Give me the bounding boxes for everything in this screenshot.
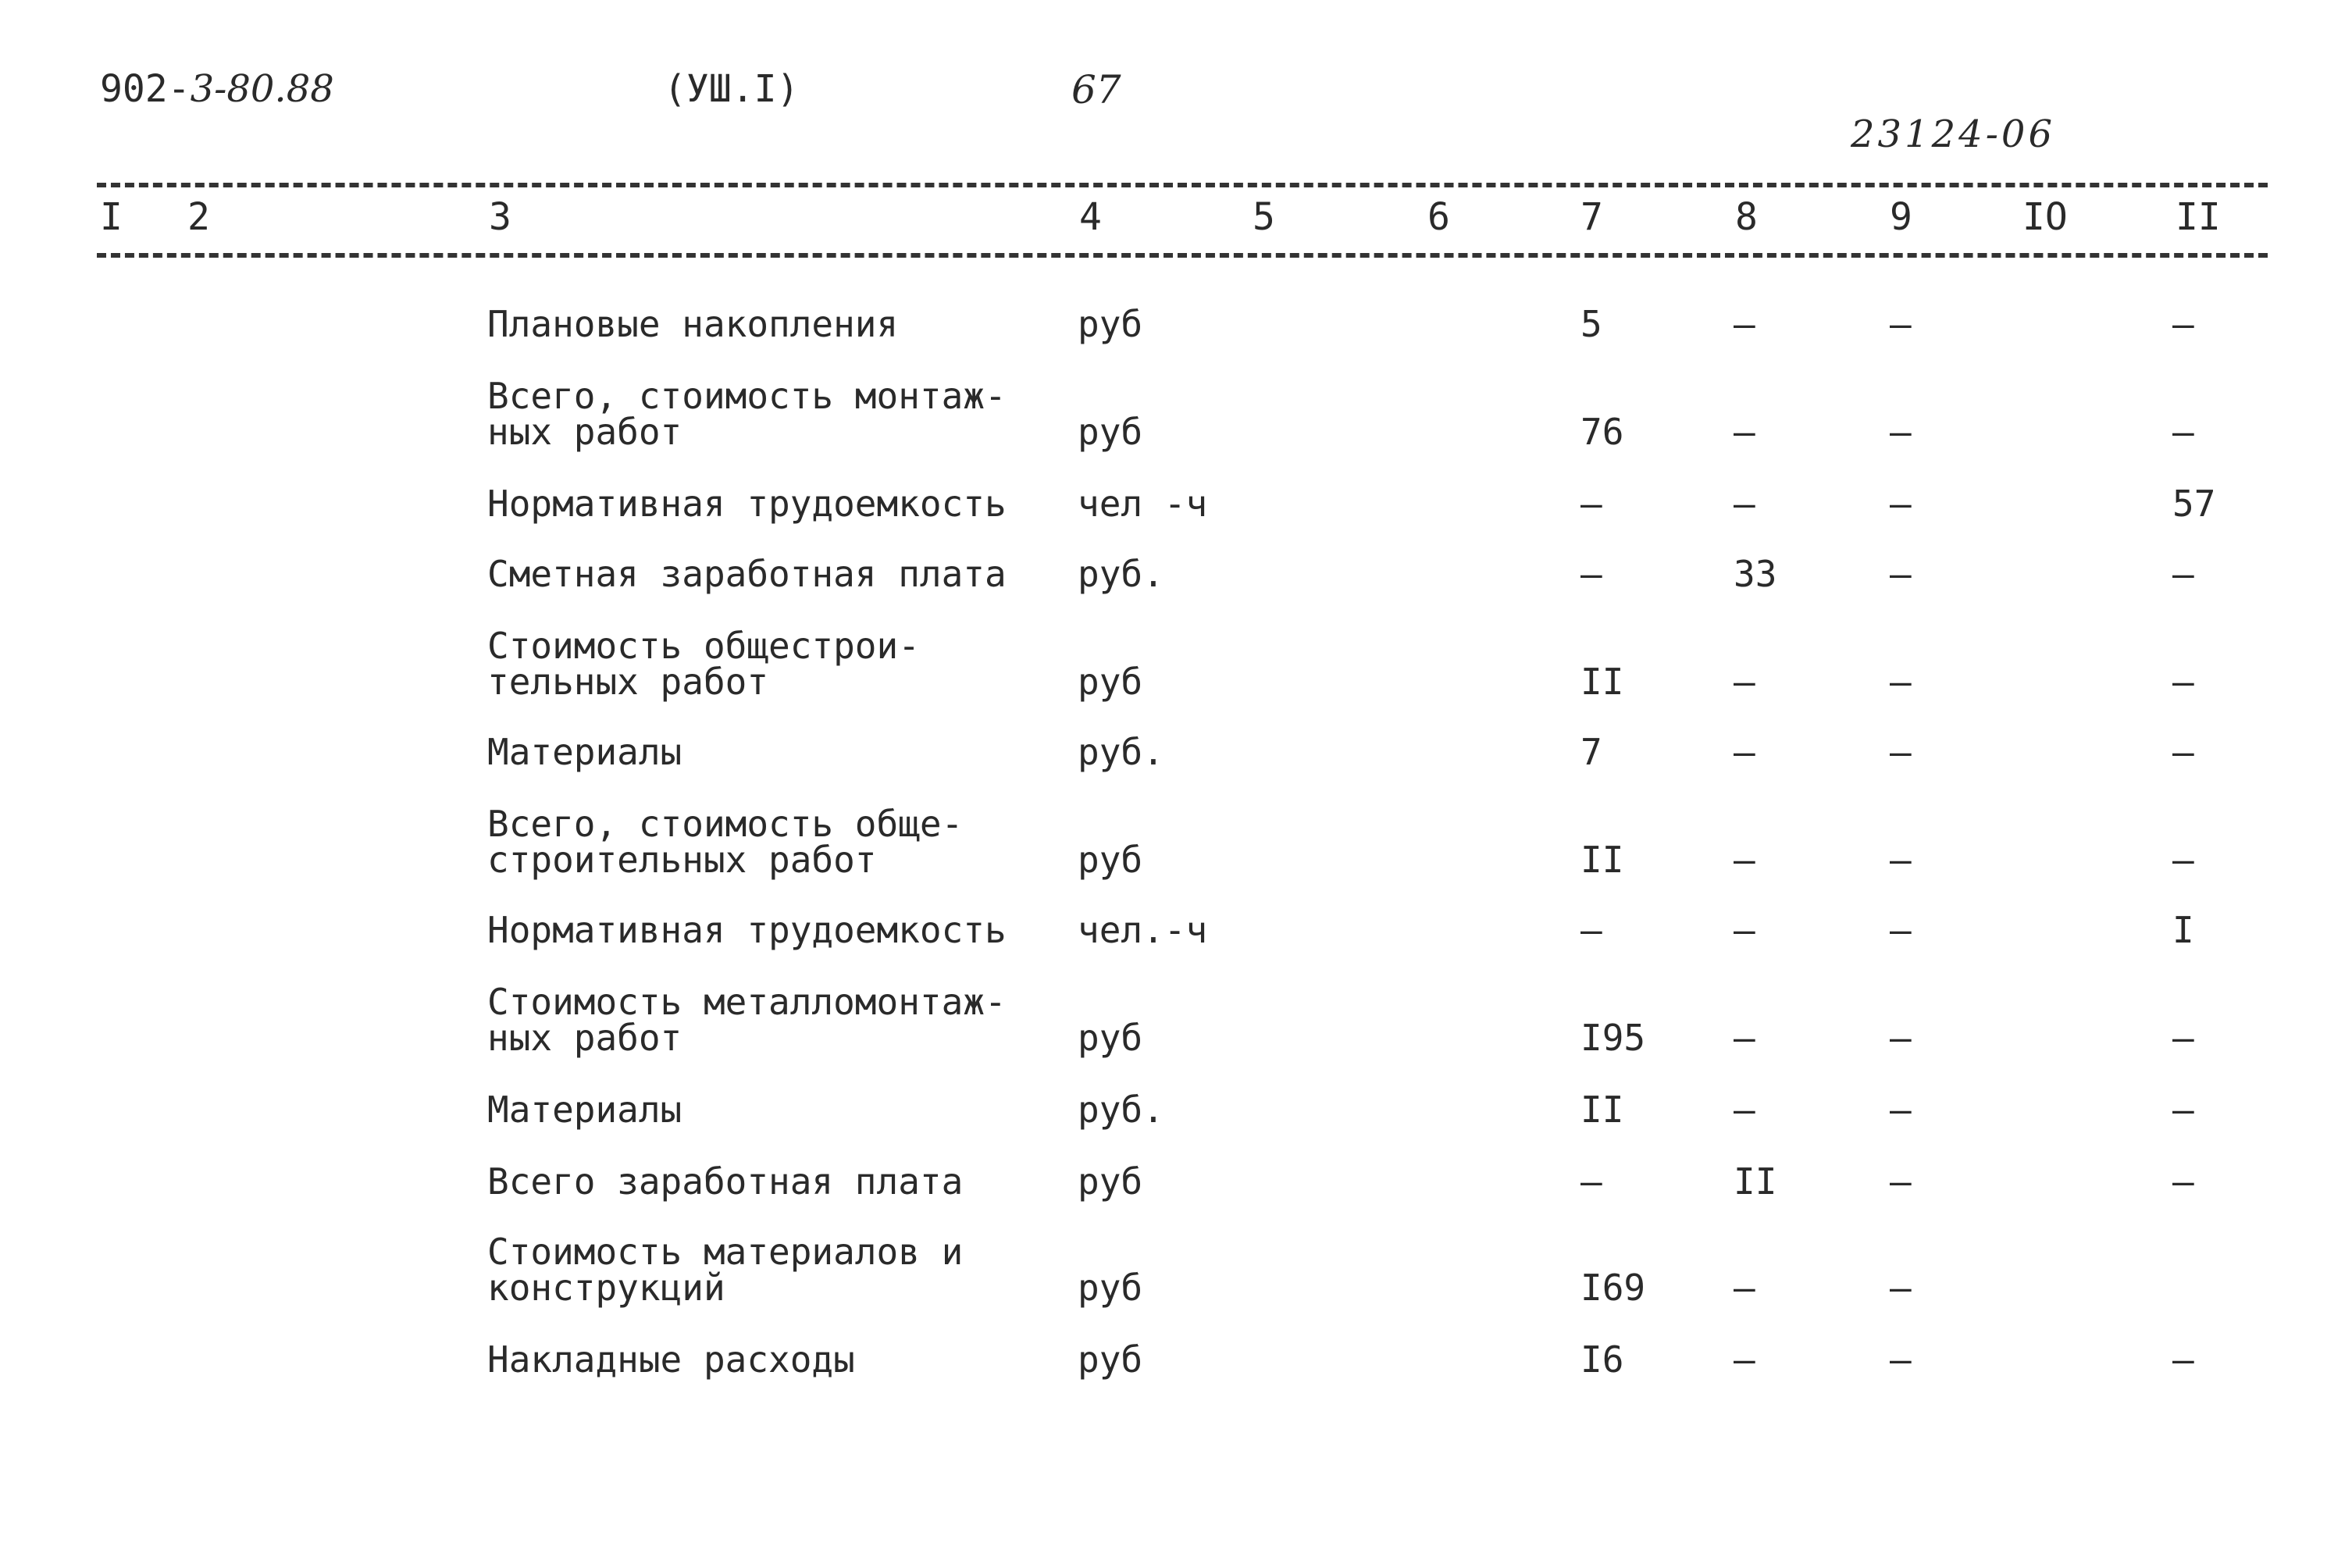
section-label: (УШ.I) — [664, 67, 800, 111]
row-col7: – — [1580, 483, 1602, 525]
row-description: Стоимость материалов и — [487, 1231, 964, 1273]
document-code-handwritten: 3-80.88 — [190, 67, 334, 111]
row-col11: – — [2172, 303, 2194, 345]
column-number: 4 — [1079, 195, 1102, 239]
column-number: 2 — [187, 195, 210, 239]
row-col7: – — [1580, 1160, 1602, 1203]
row-unit: чел.-ч — [1078, 909, 1208, 951]
row-unit: руб — [1078, 839, 1143, 881]
row-col7: II — [1580, 839, 1624, 881]
document-code — [100, 67, 334, 111]
row-col7: 7 — [1580, 731, 1602, 773]
row-col11: – — [2172, 1089, 2194, 1131]
row-col7: – — [1580, 909, 1602, 951]
column-number: 9 — [1890, 195, 1912, 239]
row-col7: I95 — [1580, 1017, 1646, 1059]
row-description: Стоимость общестрои- — [487, 625, 920, 667]
row-col8: – — [1734, 303, 1755, 345]
row-col11: 57 — [2172, 483, 2216, 525]
column-number: IO — [2022, 195, 2068, 239]
row-col11: – — [2172, 661, 2194, 703]
row-col7: I6 — [1580, 1338, 1624, 1381]
row-unit: руб — [1078, 411, 1143, 453]
row-col9: – — [1890, 553, 1912, 595]
row-col9: – — [1890, 731, 1912, 773]
row-col8: – — [1734, 1267, 1755, 1309]
row-description-cont: строительных работ — [487, 839, 877, 881]
registration-number: 23124-06 — [1851, 112, 2055, 156]
row-unit: руб — [1078, 1160, 1143, 1203]
row-unit: руб — [1078, 303, 1143, 345]
row-col7: 76 — [1580, 411, 1624, 453]
row-description: Нормативная трудоемкость — [487, 909, 1007, 951]
row-unit: руб — [1078, 1267, 1143, 1309]
row-col8: – — [1734, 1089, 1755, 1131]
row-col9: – — [1890, 411, 1912, 453]
row-col9: – — [1890, 839, 1912, 881]
row-description: Материалы — [487, 731, 682, 773]
row-col9: – — [1890, 1267, 1912, 1309]
row-description: Всего, стоимость обще- — [487, 803, 964, 845]
table-header-top-rule — [97, 183, 2268, 187]
row-col8: – — [1734, 411, 1755, 453]
row-description-cont: ных работ — [487, 1017, 682, 1059]
column-number: I — [100, 195, 123, 239]
row-unit: руб. — [1078, 553, 1164, 595]
row-col7: – — [1580, 553, 1602, 595]
row-col9: – — [1890, 1338, 1912, 1381]
row-col8: – — [1734, 839, 1755, 881]
page-number: 67 — [1071, 67, 1121, 112]
row-unit: чел -ч — [1078, 483, 1208, 525]
row-col8: – — [1734, 731, 1755, 773]
row-unit: руб — [1078, 1338, 1143, 1381]
row-col7: 5 — [1580, 303, 1602, 345]
row-col11: – — [2172, 411, 2194, 453]
row-description: Сметная заработная плата — [487, 553, 1007, 595]
column-number: 3 — [489, 195, 511, 239]
row-col9: – — [1890, 1089, 1912, 1131]
column-number: 7 — [1580, 195, 1603, 239]
row-col9: – — [1890, 661, 1912, 703]
row-col11: – — [2172, 839, 2194, 881]
row-col8: – — [1734, 661, 1755, 703]
row-col9: – — [1890, 1017, 1912, 1059]
row-col8: 33 — [1734, 553, 1777, 595]
row-description: Плановые накопления — [487, 303, 899, 345]
row-col11: – — [2172, 1160, 2194, 1203]
row-description: Всего, стоимость монтаж- — [487, 375, 1007, 417]
row-col11: – — [2172, 731, 2194, 773]
column-number: 8 — [1735, 195, 1758, 239]
row-description: Нормативная трудоемкость — [487, 483, 1007, 525]
row-description: Материалы — [487, 1089, 682, 1131]
row-col8: – — [1734, 1017, 1755, 1059]
row-description: Накладные расходы — [487, 1338, 855, 1381]
row-unit: руб — [1078, 661, 1143, 703]
row-unit: руб. — [1078, 731, 1164, 773]
row-col9: – — [1890, 1160, 1912, 1203]
row-col11: – — [2172, 1017, 2194, 1059]
document-code-prefix: 902- — [100, 67, 191, 111]
row-col7: II — [1580, 1089, 1624, 1131]
row-col11: – — [2172, 1338, 2194, 1381]
row-col8: – — [1734, 483, 1755, 525]
row-description-cont: ных работ — [487, 411, 682, 453]
row-col9: – — [1890, 909, 1912, 951]
row-description-cont: тельных работ — [487, 661, 769, 703]
row-col8: – — [1734, 1338, 1755, 1381]
row-description-cont: конструкций — [487, 1267, 725, 1309]
row-col8: II — [1734, 1160, 1777, 1203]
row-unit: руб. — [1078, 1089, 1164, 1131]
column-number: 5 — [1253, 195, 1275, 239]
column-number: 6 — [1427, 195, 1450, 239]
row-col8: – — [1734, 909, 1755, 951]
row-col9: – — [1890, 303, 1912, 345]
row-unit: руб — [1078, 1017, 1143, 1059]
row-col11: I — [2172, 909, 2194, 951]
row-col11: – — [2172, 553, 2194, 595]
column-number: II — [2176, 195, 2221, 239]
row-col7: II — [1580, 661, 1624, 703]
row-col9: – — [1890, 483, 1912, 525]
row-description: Всего заработная плата — [487, 1160, 964, 1203]
row-description: Стоимость металломонтаж- — [487, 981, 1007, 1023]
table-header-bottom-rule — [97, 253, 2268, 258]
row-col7: I69 — [1580, 1267, 1646, 1309]
